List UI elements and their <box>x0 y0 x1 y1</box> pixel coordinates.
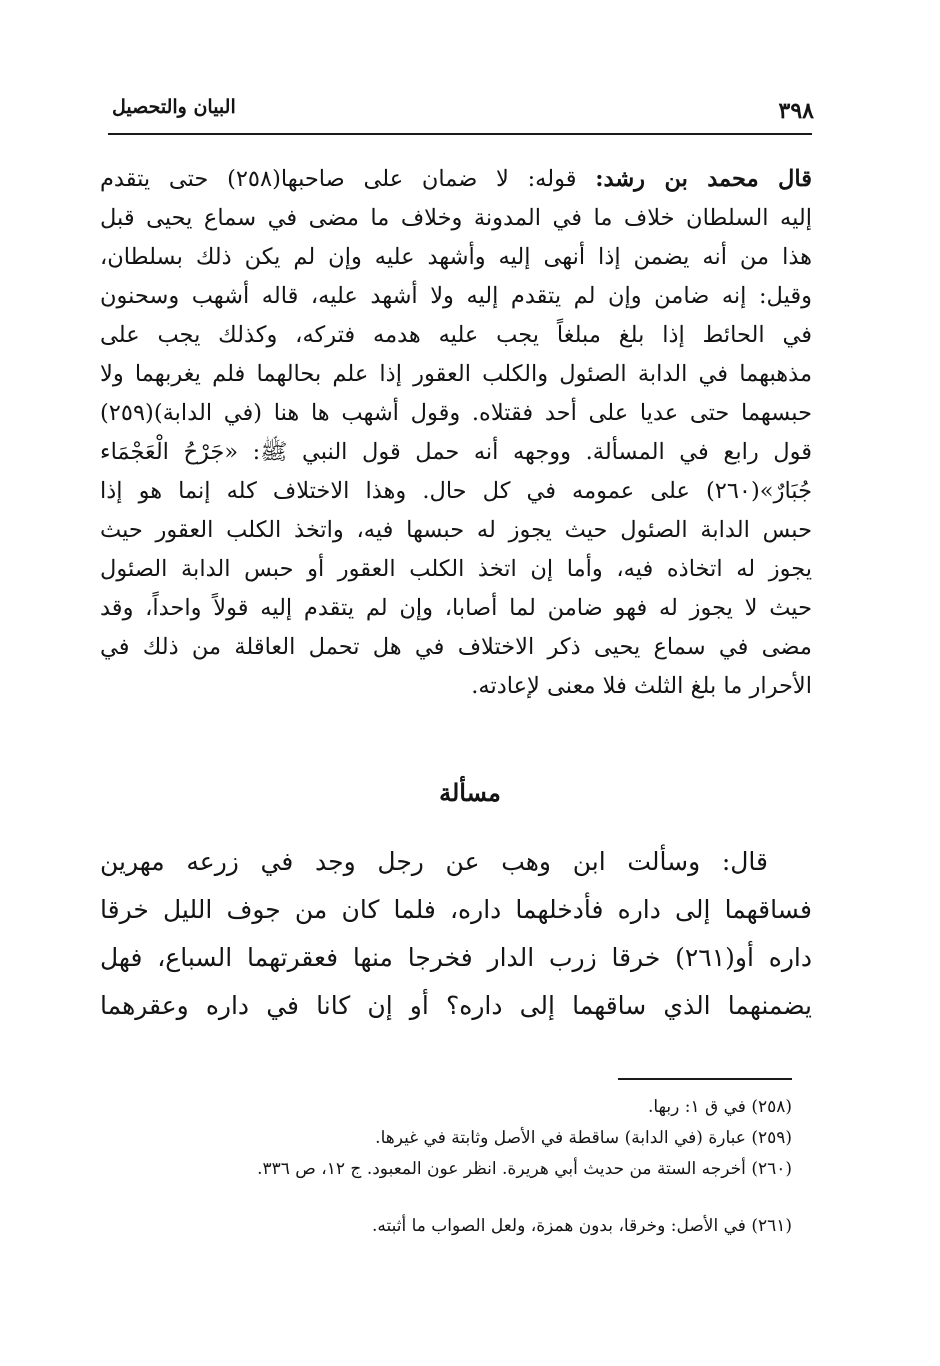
commentary-line: إليه السلطان خلاف ما في المدونة وخلاف ما مضى في سماع يحيى قبل <box>100 205 812 231</box>
section-line: داره أو(٢٦١) خرقا زرب الدار فخرجا منها فعقرتهما السباع، فهل <box>100 943 812 972</box>
commentary-line: مذهبهما في الدابة الصئول والكلب العقور إذا علم بحالهما فلم يغربهما ولا <box>100 361 812 387</box>
footnote-text: أخرجه الستة من حديث أبي هريرة. انظر عون المعبود. ج ١٢، ص ٣٣٦. <box>257 1159 746 1179</box>
section-line: فساقهما إلى داره فأدخلهما داره، فلما كان من جوف الليل خرقا <box>100 895 812 924</box>
footnote-number: (٢٦١) <box>751 1216 792 1236</box>
commentary-line: الأحرار ما بلغ الثلث فلا معنى لإعادته. <box>471 673 812 699</box>
commentary-line-text: قوله: لا ضمان على صاحبها(٢٥٨) حتى يتقدم <box>100 166 596 192</box>
commentary-line: حبس الدابة الصئول حيث يجوز له حبسها فيه، واتخذ الكلب العقور حيث <box>100 517 812 543</box>
footnote-number: (٢٥٩) <box>751 1128 792 1148</box>
commentary-line: جُبَارٌ»(٢٦٠) على عمومه في كل حال. وهذا الاختلاف كله إنما هو إذا <box>100 478 812 504</box>
footnote-text: عبارة (في الدابة) ساقطة في الأصل وثابتة في غيرها. <box>375 1128 746 1148</box>
commentary-line: يجوز له اتخاذه فيه، وأما إن اتخذ الكلب العقور أو حبس الدابة الصئول <box>100 556 812 582</box>
running-head <box>106 96 814 130</box>
book-title: البيان والتحصيل <box>112 96 236 118</box>
footnote-text: في ق ١: ربها. <box>647 1097 746 1117</box>
section-paragraph <box>100 838 812 1030</box>
commentary-line: هذا من أنه يضمن إذا أنهى إليه وأشهد عليه وإن لم يكن ذلك بسلطان، <box>100 244 812 270</box>
commentary-line: حبسهما حتى عديا على أحد فقتلاه. وقول أشهب ها هنا (في الدابة)(٢٥٩) <box>100 400 812 426</box>
commentary-author: قال محمد بن رشد: <box>595 166 812 192</box>
commentary-paragraph <box>100 160 812 706</box>
page-number: ٣٩٨ <box>778 98 814 124</box>
commentary-line: مضى في سماع يحيى ذكر الاختلاف في هل تحمل العاقلة من ذلك في <box>100 634 812 660</box>
footnote-rule <box>618 1078 792 1080</box>
footnote-260 <box>120 1154 792 1185</box>
commentary-line: حيث لا يجوز له فهو ضامن لما أصابا، وإن لم يتقدم إليه قولاً واحداً، وقد <box>100 595 812 621</box>
footnote-text: في الأصل: وخرقا، بدون همزة، ولعل الصواب ما أثبته. <box>371 1216 746 1236</box>
footnote-259 <box>120 1123 792 1154</box>
footnote-261 <box>120 1211 792 1242</box>
footnote-number: (٢٦٠) <box>751 1159 792 1179</box>
header-rule <box>108 133 812 135</box>
section-line: يضمنهما الذي ساقهما إلى داره؟ أو إن كانا في داره وعقرهما <box>100 991 812 1020</box>
footnotes <box>120 1092 792 1242</box>
commentary-line: في الحائط إذا بلغ مبلغاً يجب عليه هدمه فتركه، وكذلك يجب على <box>100 322 812 348</box>
commentary-line <box>100 160 812 199</box>
section-line: قال: وسألت ابن وهب عن رجل وجد في زرعه مهرين <box>100 847 768 876</box>
section-heading: مسألة <box>439 778 501 807</box>
commentary-line: وقيل: إنه ضامن وإن لم يتقدم إليه ولا أشهد عليه، قاله أشهب وسحنون <box>100 283 812 309</box>
footnote-258 <box>120 1092 792 1123</box>
footnote-number: (٢٥٨) <box>751 1097 792 1117</box>
commentary-line: قول رابع في المسألة. ووجهه أنه حمل قول النبي ﷺ: «جَرْحُ الْعَجْمَاء <box>100 439 812 465</box>
